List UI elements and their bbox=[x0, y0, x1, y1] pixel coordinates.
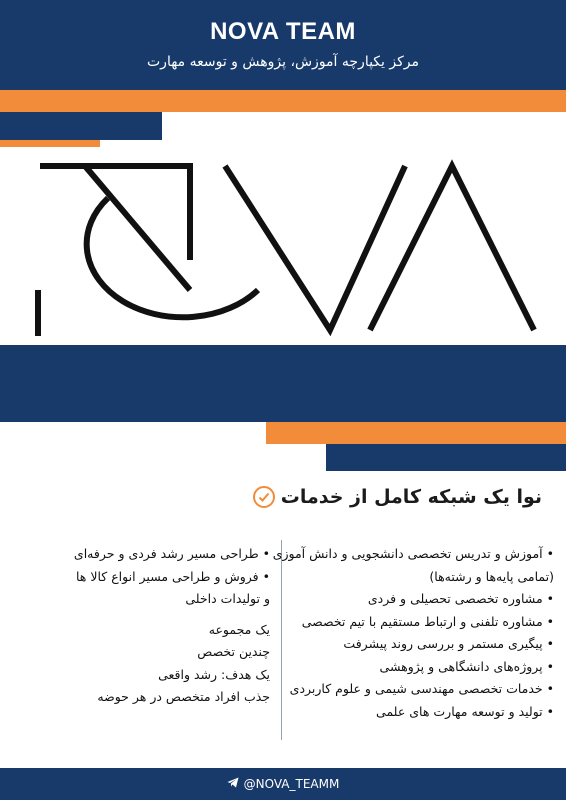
list-item: و تولیدات داخلی bbox=[185, 591, 270, 606]
list-item: • فروش و طراحی مسیر انواع کالا ها bbox=[75, 568, 270, 584]
list-item: • طراحی مسیر رشد فردی و حرفه‌ای bbox=[73, 546, 270, 561]
column-divider bbox=[281, 540, 282, 740]
orange-band-top bbox=[0, 90, 566, 112]
logo-letter-v bbox=[225, 166, 405, 330]
list-item: • آموزش و تدریس تخصصی دانشجویی و دانش آموزی bbox=[272, 546, 554, 561]
navy-strip-top bbox=[0, 112, 162, 140]
orange-block-right bbox=[266, 422, 566, 444]
footer-bar bbox=[0, 768, 566, 800]
nova-logo bbox=[0, 140, 566, 345]
list-item: (تمامی پایه‌ها و رشته‌ها) bbox=[429, 568, 554, 584]
navy-strip-right bbox=[326, 444, 566, 471]
page-title: NOVA TEAM bbox=[210, 18, 356, 45]
tagline: یک هدف: رشد واقعی bbox=[158, 666, 270, 682]
spacer bbox=[8, 611, 270, 619]
list-item: • تولید و توسعه مهارت های علمی bbox=[376, 703, 554, 719]
telegram-icon bbox=[227, 777, 239, 791]
tagline: چندین تخصص bbox=[197, 644, 270, 659]
navy-band-bottom bbox=[0, 345, 566, 422]
services-heading bbox=[22, 486, 542, 508]
tagline: جذب افراد متخصص در هر حوضه bbox=[97, 689, 270, 704]
check-circle-icon bbox=[253, 486, 275, 508]
page-subtitle: مرکز یکپارچه آموزش، پژوهش و توسعه مهارت bbox=[147, 54, 419, 70]
telegram-handle[interactable]: @NOVA_TEAMM bbox=[243, 777, 340, 791]
list-item: • مشاوره تلفنی و ارتباط مستقیم با تیم تخصصی bbox=[301, 613, 554, 629]
logo-letter-n bbox=[40, 166, 190, 260]
list-item: • خدمات تخصصی مهندسی شیمی و علوم کاربردی bbox=[289, 681, 554, 696]
services-list-right bbox=[272, 543, 554, 723]
logo-letter-n-diagonal bbox=[85, 166, 190, 290]
tagline: یک مجموعه bbox=[208, 621, 270, 637]
list-item: • مشاوره تخصصی تحصیلی و فردی bbox=[367, 591, 554, 606]
services-list-left bbox=[8, 543, 270, 709]
nova-logo-svg bbox=[0, 140, 566, 345]
list-item: • پروژه‌های دانشگاهی و پژوهشی bbox=[379, 658, 554, 674]
logo-letter-o bbox=[87, 198, 258, 317]
services-heading-text: نوا یک شبکه کامل از خدمات bbox=[280, 486, 542, 508]
list-item: • پیگیری مستمر و بررسی روند پیشرفت bbox=[343, 636, 554, 651]
